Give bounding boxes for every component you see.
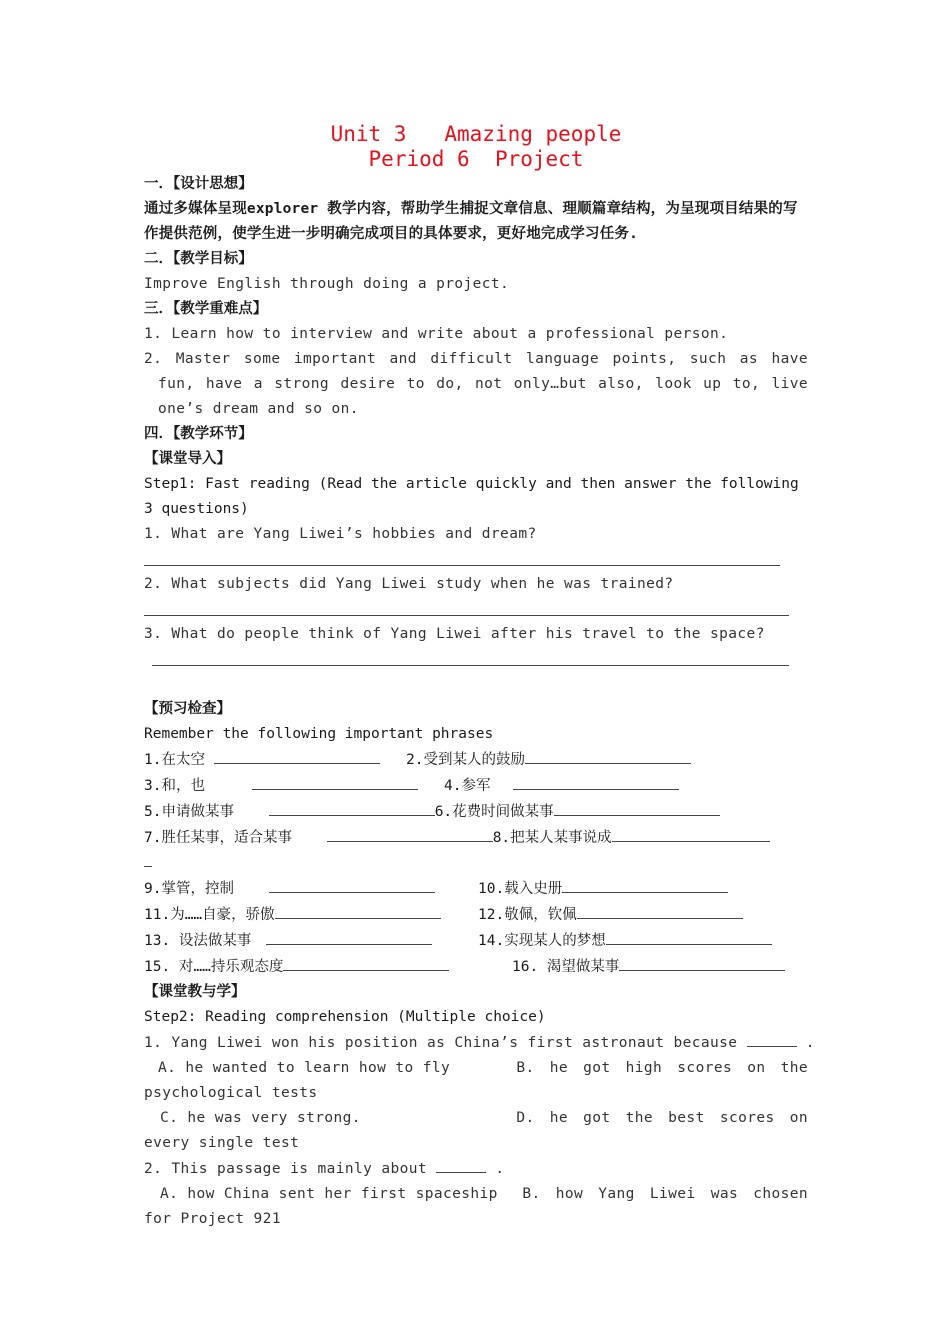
section-4-heading: 四．【教学环节】	[144, 426, 253, 442]
phrase-row	[144, 773, 808, 799]
phrase-11-blank[interactable]	[275, 902, 441, 919]
phrase-2: 2.受到某人的鼓励	[406, 752, 525, 768]
mc-q2-options-ab	[144, 1182, 808, 1207]
phrase-row	[144, 902, 808, 928]
phrase-9: 9.掌管，控制	[144, 881, 243, 897]
phrases-instruction: Remember the following important phrases	[144, 726, 494, 742]
mc-q1-options-cd	[144, 1106, 808, 1131]
phrase-12: 12.敬佩，钦佩	[478, 907, 577, 923]
phrase-4-blank[interactable]	[513, 773, 679, 790]
section-2-heading: 二．【教学目标】	[144, 251, 253, 267]
phrase-1: 1.在太空	[144, 752, 214, 768]
mc-q1-option-b[interactable]: B. he got high scores on the	[516, 1060, 808, 1076]
phrase-12-blank[interactable]	[577, 902, 743, 919]
phrase-6: 6.花费时间做某事	[434, 804, 554, 820]
preview-heading: 【预习检查】	[144, 701, 231, 717]
phrase-row	[144, 747, 808, 773]
section-1-heading: 一．【设计思想】	[144, 176, 253, 192]
objective-text: Improve English through doing a project.	[144, 276, 510, 292]
mc-q2-option-b-cont: for Project 921	[144, 1211, 281, 1227]
phrase-row	[144, 928, 808, 954]
phrase-6-blank[interactable]	[554, 799, 720, 816]
phrase-16-blank[interactable]	[619, 954, 785, 971]
answer-line-3[interactable]	[144, 647, 808, 672]
phrase-9-blank[interactable]	[269, 876, 435, 893]
phrase-15-blank[interactable]	[283, 954, 449, 971]
phrase-5: 5.申请做某事	[144, 804, 243, 820]
mc-question-1-stem-end: .	[805, 1035, 815, 1051]
mc-question-2	[144, 1156, 808, 1182]
phrase-8-blank-wrap	[144, 851, 808, 876]
mc-question-2-stem: 2. This passage is mainly about	[144, 1161, 428, 1177]
mc-q1-options-ab	[144, 1056, 808, 1081]
mc-question-1	[144, 1030, 815, 1056]
phrase-row	[144, 876, 808, 902]
mc-question-2-stem-end: .	[495, 1161, 505, 1177]
phrase-13: 13. 设法做某事	[144, 933, 261, 949]
period-title: Period 6 Project	[368, 147, 584, 171]
phrase-8-blank[interactable]	[612, 825, 770, 842]
worksheet-page	[144, 122, 815, 1232]
unit-title: Unit 3 Amazing people	[330, 122, 622, 146]
phrase-row	[144, 954, 808, 980]
fast-reading-question-3: 3. What do people think of Yang Liwei after his travel to the space?	[144, 626, 765, 642]
phrase-14-blank[interactable]	[606, 928, 772, 945]
answer-line-1[interactable]	[144, 547, 808, 572]
mc-q2-option-b[interactable]: B. how Yang Liwei was chosen	[522, 1186, 808, 1202]
phrase-1-blank[interactable]	[214, 747, 380, 764]
phrase-8: 8.把某人某事说成	[492, 830, 612, 846]
mc-question-1-blank[interactable]	[747, 1030, 797, 1047]
mc-q1-option-b-cont: psychological tests	[144, 1085, 318, 1101]
step1-instruction: Step1: Fast reading (Read the article quickly and then answer the following 3 questions)	[144, 476, 799, 517]
phrase-7-blank[interactable]	[327, 825, 493, 842]
design-idea-text: 通过多媒体呈现explorer 教学内容，帮助学生捕捉文章信息、理顺篇章结构，为呈现项目结果的写作提供范例，使学生进一步明确完成项目的具体要求，更好地完成学习任务.	[144, 201, 798, 242]
mc-q1-option-d-cont: every single test	[144, 1135, 300, 1151]
step2-instruction: Step2: Reading comprehension (Multiple choice)	[144, 1009, 546, 1025]
phrase-7: 7.胜任某事，适合某事	[144, 830, 301, 846]
phrase-10: 10.载入史册	[478, 881, 563, 897]
phrase-14: 14.实现某人的梦想	[478, 933, 606, 949]
phrase-4: 4.参军	[444, 778, 500, 794]
fast-reading-question-2: 2. What subjects did Yang Liwei study when he was trained?	[144, 576, 674, 592]
phrase-16: 16. 渴望做某事	[512, 959, 620, 975]
phrase-2-blank[interactable]	[525, 747, 691, 764]
intro-heading: 【课堂导入】	[144, 451, 231, 467]
phrase-3-blank[interactable]	[252, 773, 418, 790]
phrase-row	[144, 825, 808, 851]
key-point-2: 2. Master some important and difficult language points, such as have fun, have a strong desire to do, not only…but also, look up to, live one’s dream and so on.	[144, 351, 808, 417]
answer-line-2[interactable]	[144, 597, 808, 622]
mc-q1-option-c[interactable]: C. he was very strong.	[160, 1110, 361, 1126]
phrase-3: 3.和，也	[144, 778, 214, 794]
phrase-15: 15. 对……持乐观态度	[144, 959, 284, 975]
phrase-11: 11.为……自豪，骄傲	[144, 907, 275, 923]
mc-question-2-blank[interactable]	[436, 1156, 486, 1173]
mc-q2-option-a[interactable]: A. how China sent her first spaceship	[160, 1186, 498, 1202]
mc-q1-option-a[interactable]: A. he wanted to learn how to fly	[158, 1060, 451, 1076]
mc-q1-option-d[interactable]: D. he got the best scores on	[516, 1110, 808, 1126]
teaching-heading: 【课堂教与学】	[144, 984, 246, 1000]
key-point-1: 1. Learn how to interview and write about a professional person.	[144, 326, 729, 342]
fast-reading-question-1: 1. What are Yang Liwei’s hobbies and dream?	[144, 526, 537, 542]
phrase-13-blank[interactable]	[266, 928, 432, 945]
section-3-heading: 三．【教学重难点】	[144, 301, 268, 317]
phrase-5-blank[interactable]	[269, 799, 435, 816]
mc-question-1-stem: 1. Yang Liwei won his position as China’s first astronaut because	[144, 1035, 738, 1051]
phrase-row	[144, 799, 808, 825]
phrase-10-blank[interactable]	[562, 876, 728, 893]
